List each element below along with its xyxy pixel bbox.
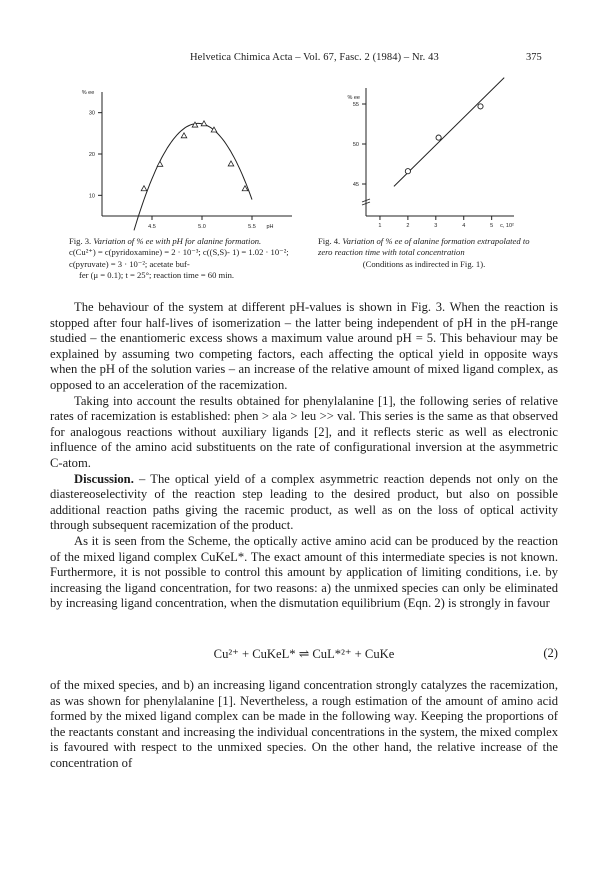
- fig3-data-point: [228, 161, 234, 166]
- paragraph-mixed-species: of the mixed species, and b) an increasing ligand concentration strongly catalyzes the racemization, as was shown for phenylalanine [1]. Nevertheless, a rough estimation of the amount of amino acid formed by the mixed ligand complex can be made in the following way. Keeping the proportions of the reactants constant and increasing the individual concentrations in the system, the mixed complex is favoured with respect to the unmixed species. On the other hand, the relative increase of the concentration of: [50, 678, 558, 770]
- fig4-x-label: c, 10²: [500, 223, 514, 229]
- fig3-y-tick-label: 30: [88, 110, 95, 117]
- fig4-x-tick-label: 3: [434, 223, 438, 229]
- fig4-data-point: [478, 104, 483, 109]
- paragraph-results-ph: The behaviour of the system at different pH-values is shown in Fig. 3. When the reaction is stopped after four half-lives of isomerization – the latter being independent of pH in the pH-range studied – the enantiomeric excess shows a maximum value around pH = 5. This behaviour may be explained by assuming two competing factors, each affecting the optical yield in opposite ways when the pH of the solution varies – an increase of the relative amount of mixed ligand complex, as opposed to an acceleration of the racemization.: [50, 300, 558, 392]
- fig4-x-tick-label: 1: [378, 223, 382, 229]
- fig3-data-point: [141, 186, 147, 191]
- fig3-chart: [60, 80, 300, 235]
- fig3-x-tick-label: 5.0: [198, 224, 206, 230]
- fig3-caption: [69, 236, 289, 282]
- fig4-y-label: % ee: [347, 95, 360, 101]
- fig3-caption-label: Fig. 3.: [69, 236, 92, 246]
- fig3-y-tick-label: 20: [88, 152, 95, 158]
- fig4-data-point: [436, 135, 441, 140]
- fig4-y-tick-label: 55: [352, 102, 359, 108]
- fig3-data-point: [211, 127, 217, 132]
- fig3-caption-line4: fer (μ = 0.1); t = 25°; reaction time = 60 min.: [79, 270, 235, 281]
- fig4-data-point: [405, 169, 410, 174]
- equation-number: (2): [543, 646, 558, 660]
- fig4-caption-label: Fig. 4.: [318, 236, 341, 246]
- fig4-chart: [330, 80, 530, 235]
- fig3-x-tick-label: 4.5: [148, 224, 156, 230]
- discussion-text: – The optical yield of a complex asymmetric reaction depends not only on the diastereoselectivity of the reaction step leading to the desired product, but also on possible additional reaction paths giving the racemic product, as well as on the loss of optical activity through subsequent racemization of the product.: [50, 471, 558, 533]
- fig4-y-tick-label: 50: [352, 142, 359, 148]
- fig4-caption: [318, 236, 530, 270]
- paragraph-discussion: [50, 472, 558, 534]
- fig4-caption-title: Variation of % ee of alanine formation extrapolated to zero reaction time with total concentration: [318, 236, 530, 258]
- fig3-y-label: % ee: [81, 90, 95, 96]
- paragraph-scheme: As it is seen from the Scheme, the optically active amino acid can be produced by the reaction of the mixed ligand complex CuKeL*. The exact amount of this intermediate species is not known. Furthermore, it is not possible to control this amount by application of limiting conditions, i.e. by increasing the ligand concentration, for two reasons: a) the unmixed species can only be eliminated by increasing ligand concentration, when the dismutation equilibrium (Eqn. 2) is strongly in favour: [50, 533, 558, 611]
- running-header: [0, 52, 604, 68]
- journal-header: Helvetica Chimica Acta – Vol. 67, Fasc. 2 (1984) – Nr. 43: [190, 52, 439, 63]
- fig3-x-label: pH: [266, 224, 274, 230]
- fig3-caption-line3: 1) = 1.02 · 10⁻²; c(pyruvate) = 3 · 10⁻²; acetate buf-: [69, 247, 289, 269]
- fig3-fit-curve: [134, 123, 252, 230]
- fig4-x-tick-label: 5: [490, 223, 494, 229]
- fig3-caption-title: Variation of % ee with pH for alanine formation.: [93, 236, 262, 246]
- body-text-upper: [50, 300, 558, 612]
- equation-text: Cu²⁺ + CuKeL* ⇌ CuL*²⁺ + CuKe: [213, 647, 395, 661]
- fig3-x-tick-label: 5.5: [248, 224, 256, 230]
- fig3-data-point: [201, 121, 207, 126]
- equation-2: [50, 646, 558, 664]
- fig3-y-tick-label: 10: [88, 193, 95, 200]
- fig3-caption-line2: c(Cu²⁺) = c(pyridoxamine) = 2 · 10⁻³; c((S,S)-: [69, 247, 230, 258]
- paragraph-racemization-series: Taking into account the results obtained for phenylalanine [1], the following series of relative rates of racemization is established: phen > ala > leu >> val. This series is the same as that observed for analogous reactions without auxiliary ligands [2], and it reflects steric as well as electronic influence of the amino acid substituents on the rate of configurational inversion at the asymmetric C-atom.: [50, 393, 558, 470]
- figure-3: [60, 80, 300, 235]
- discussion-heading: Discussion.: [74, 471, 134, 486]
- fig4-x-tick-label: 4: [462, 223, 466, 229]
- fig3-data-point: [157, 161, 163, 166]
- fig4-x-tick-label: 2: [406, 223, 410, 229]
- body-text-lower: [50, 678, 558, 772]
- fig4-y-tick-label: 45: [352, 182, 359, 188]
- page-number: 375: [526, 52, 542, 63]
- figure-4: [330, 80, 530, 235]
- fig4-caption-conditions: (Conditions as indirected in Fig. 1).: [362, 258, 486, 269]
- fig3-data-point: [181, 133, 187, 138]
